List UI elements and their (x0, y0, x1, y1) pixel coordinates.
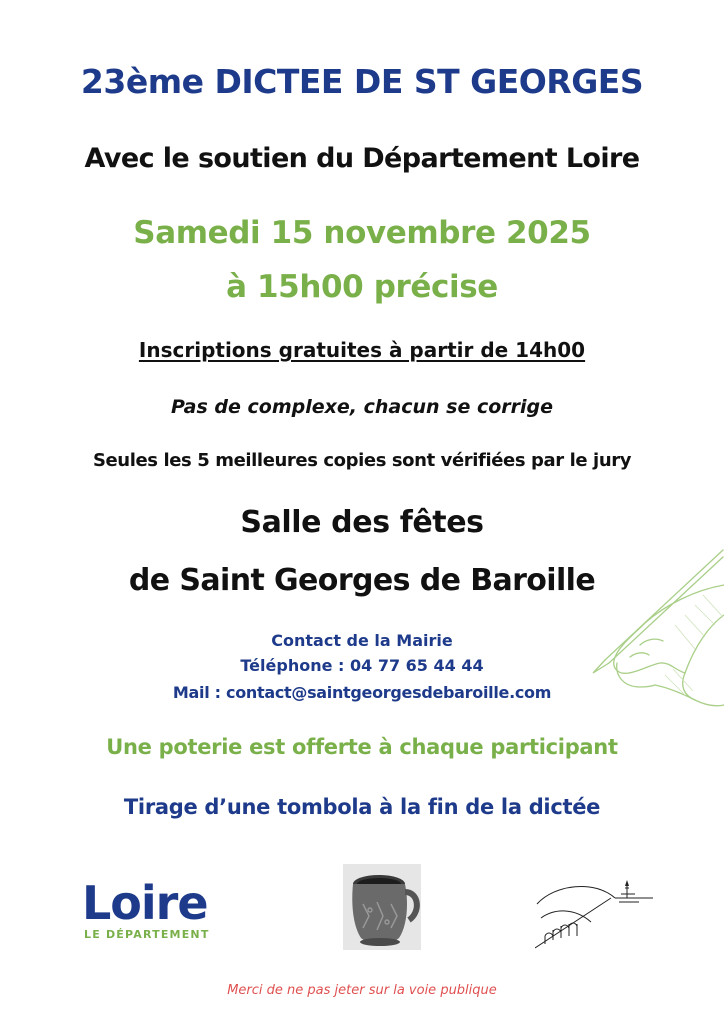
support-line: Avec le soutien du Département Loire (84, 143, 640, 174)
contact-phone: Téléphone : 04 77 65 44 44 (240, 656, 484, 675)
complex-note: Pas de complexe, chacun se corrige (170, 396, 554, 418)
event-time: à 15h00 précise (226, 269, 498, 305)
bridge-village-icon (535, 878, 653, 950)
loire-logo (82, 876, 232, 946)
jury-note: Seules les 5 meilleures copies sont vérifiées par le jury (92, 450, 632, 471)
hand-writing-icon (545, 545, 724, 715)
page-title: 23ème DICTEE DE ST GEORGES (80, 62, 644, 101)
footer-note: Merci de ne pas jeter sur la voie publique (227, 983, 497, 998)
contact-mail: Mail : contact@saintgeorgesdebaroille.com (172, 683, 552, 702)
tombola-note: Tirage d’une tombola à la fin de la dictée (123, 795, 601, 819)
loire-logo-subtitle: LE DÉPARTEMENT (84, 928, 210, 941)
contact-heading: Contact de la Mairie (271, 631, 453, 650)
pottery-mug-icon (343, 864, 421, 950)
event-date: Samedi 15 novembre 2025 (133, 215, 591, 251)
venue-line-1: Salle des fêtes (240, 505, 484, 540)
venue-line-2: de Saint Georges de Baroille (128, 563, 596, 598)
pottery-offer: Une poterie est offerte à chaque participant (106, 735, 618, 759)
loire-logo-word: Loire (82, 876, 208, 930)
registration-info (0, 338, 724, 362)
registration-underlined: Inscriptions gratuites à partir de 14h00 (138, 338, 586, 362)
